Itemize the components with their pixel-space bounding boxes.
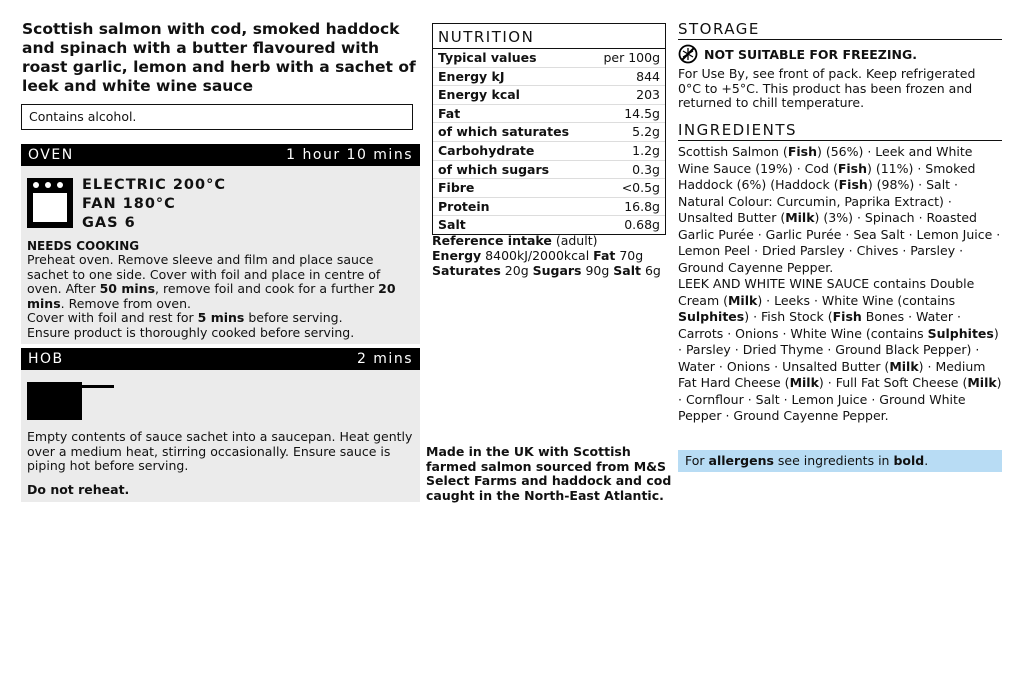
- nutrition-value: 0.3g: [632, 161, 660, 177]
- allergen-ingredient: Fish: [837, 160, 867, 176]
- hob-label: HOB: [28, 351, 64, 367]
- nutrition-row: [433, 49, 665, 67]
- oven-instr-part: Preheat oven. Remove sleeve and film and place sauce sachet to one side. Cover with foil and place in centre of oven. After: [27, 252, 381, 297]
- ingredient-text: LEEK AND WHITE WINE SAUCE contains Double Cream (: [678, 276, 975, 308]
- ref-sat-label: Saturates: [432, 263, 501, 278]
- nutrition-table: [432, 23, 666, 235]
- alcohol-note: Contains alcohol.: [21, 104, 413, 130]
- ref-energy-label: Energy: [432, 248, 482, 263]
- no-reheat: Do not reheat.: [27, 482, 130, 497]
- oven-temp-fan: FAN 180°C: [82, 196, 176, 212]
- allergen-ingredient: Milk: [889, 358, 919, 374]
- nutrition-label: Fibre: [438, 180, 475, 196]
- oven-temp-gas: GAS 6: [82, 215, 136, 231]
- ingredient-text: ) · Cornflour · Salt · Lemon Juice · Ground White Pepper · Ground Cayenne Pepper.: [678, 375, 1002, 423]
- nutrition-row: [433, 141, 665, 160]
- storage-text: For Use By, see front of pack. Keep refrigerated 0°C to +5°C. This product has been frozen and returned to chill temperature.: [678, 66, 976, 111]
- ingredients-list: [678, 144, 1002, 425]
- nutrition-row: [433, 197, 665, 216]
- oven-instr-part: . Remove from oven.: [60, 295, 191, 311]
- nutrition-value: per 100g: [603, 50, 660, 65]
- nutrition-value: 1.2g: [632, 142, 660, 158]
- nutrition-label: Salt: [438, 217, 466, 233]
- nutrition-label: Energy kcal: [438, 87, 520, 103]
- product-title: Scottish salmon with cod, smoked haddock and spinach with a butter flavoured with roast garlic, lemon and herb with a sachet of leek and white wine sauce: [22, 20, 416, 95]
- nutrition-row: [433, 104, 665, 123]
- allergen-ingredient: Fish: [832, 309, 862, 324]
- ref-label: Reference intake: [432, 233, 552, 248]
- needs-cooking: NEEDS COOKING: [27, 239, 140, 253]
- allergen-ingredient: Milk: [789, 375, 819, 390]
- nutrition-label: Fat: [438, 105, 461, 121]
- ingredient-text: ) · Leeks · White Wine (contains: [757, 292, 956, 308]
- allergen-bold: bold: [893, 453, 925, 468]
- oven-instr-part: Ensure product is thoroughly cooked before serving.: [27, 324, 355, 340]
- ingredient-text: ) · Parsley · Dried Thyme · Ground Black Pepper) · Water · Onions · Unsalted Butter (: [678, 325, 999, 374]
- ingredients-title: INGREDIENTS: [678, 120, 1002, 141]
- allergen-ingredient: Sulphites: [678, 309, 745, 324]
- nutrition-label: Typical values: [438, 50, 537, 65]
- allergen-ingredient: Fish: [838, 177, 868, 192]
- origin-statement: Made in the UK with Scottish farmed salmon sourced from M&S Select Farms and haddock and cod caught in the North-East Atlantic.: [426, 444, 672, 503]
- reference-intake: [432, 233, 668, 278]
- nutrition-row: [433, 67, 665, 86]
- ingredients-sauce: [678, 276, 1002, 425]
- oven-instr-bold: 20 mins: [27, 281, 396, 311]
- nutrition-row: [433, 178, 665, 197]
- ref-energy: 8400kJ/2000kcal: [481, 248, 594, 263]
- allergen-ingredient: Milk: [785, 210, 815, 225]
- nutrition-value: 0.68g: [624, 217, 660, 233]
- oven-instr-bold: 50 mins: [99, 281, 156, 297]
- nutrition-label: Protein: [438, 198, 490, 214]
- nutrition-row: [433, 85, 665, 104]
- allergen-bold: allergens: [708, 453, 774, 468]
- allergen-ingredient: Milk: [967, 375, 997, 390]
- oven-panel: [21, 166, 420, 344]
- ref-salt-label: Salt: [613, 263, 641, 278]
- nutrition-row: [433, 215, 665, 234]
- nutrition-title: NUTRITION: [433, 24, 665, 49]
- saucepan-icon: [27, 382, 115, 422]
- allergen-ingredient: Milk: [727, 292, 758, 308]
- nutrition-value: 203: [636, 87, 660, 103]
- ref-fat-label: Fat: [593, 248, 616, 263]
- hob-instructions: Empty contents of sauce sachet into a saucepan. Heat gently over a medium heat, stirring occasionally. Ensure sauce is piping hot before serving.: [27, 429, 413, 474]
- ref-fat: 70g: [615, 248, 644, 263]
- allergen-ingredient: Sulphites: [927, 325, 994, 341]
- storage-title: STORAGE: [678, 19, 1002, 40]
- freezing-text: NOT SUITABLE FOR FREEZING.: [704, 46, 917, 62]
- nutrition-label: of which sugars: [438, 161, 550, 177]
- ingredient-text: ) (3%) · Spinach · Roasted Garlic Purée · Garlic Purée · Sea Salt · Lemon Juice · Lemon Peel · Dried Parsley · Chives · Parsley · Ground Cayenne Pepper.: [678, 210, 1001, 275]
- allergen-note: [678, 450, 1002, 472]
- ingredient-text: ) · Medium Fat Hard Cheese (: [678, 358, 986, 390]
- allergen-ingredient: Fish: [787, 144, 817, 159]
- ingredient-text: ) (98%) · Salt · Natural Colour: Curcumin, Paprika Extract) · Unsalted Butter (: [678, 177, 959, 225]
- allergen-text: .: [924, 453, 929, 468]
- hob-bar: [21, 348, 420, 370]
- nutrition-value: 5.2g: [632, 124, 660, 140]
- ingredient-text: ) · Fish Stock (: [744, 309, 833, 324]
- nutrition-rows: [433, 49, 665, 234]
- ref-sugars: 90g: [581, 263, 614, 278]
- ref-adult: (adult): [551, 233, 598, 248]
- oven-instr-part: Cover with foil and rest for: [27, 310, 198, 326]
- ref-sugars-label: Sugars: [532, 263, 582, 278]
- freezing-warning: [678, 44, 1002, 64]
- hob-panel: [21, 370, 420, 502]
- ingredients-main: [678, 144, 1002, 276]
- oven-temp-electric: ELECTRIC 200°C: [82, 177, 226, 193]
- nutrition-row: [433, 160, 665, 179]
- nutrition-value: 14.5g: [624, 105, 660, 121]
- oven-instr-part: before serving.: [244, 310, 343, 326]
- nutrition-value: 844: [636, 68, 660, 84]
- ingredient-text: ) · Full Fat Soft Cheese (: [818, 375, 968, 390]
- allergen-text: see ingredients in: [773, 453, 894, 468]
- nutrition-value: <0.5g: [621, 180, 660, 196]
- oven-instr-part: , remove foil and cook for a further: [155, 281, 379, 297]
- ingredient-text: Scottish Salmon (: [678, 144, 788, 159]
- hob-time: 2 mins: [356, 351, 413, 367]
- ref-sat: 20g: [500, 263, 533, 278]
- oven-time: 1 hour 10 mins: [286, 147, 413, 163]
- oven-bar: [21, 144, 420, 166]
- nutrition-value: 16.8g: [624, 198, 660, 214]
- oven-temperatures: [82, 176, 226, 233]
- no-freeze-icon: [678, 44, 698, 64]
- ingredient-text: ) (56%) · Leek and White Wine Sauce (19%) · Cod (: [678, 144, 973, 176]
- nutrition-label: Carbohydrate: [438, 142, 535, 158]
- oven-instructions: [27, 253, 415, 341]
- ingredient-text: Bones · Water · Carrots · Onions · White Wine (contains: [678, 309, 961, 341]
- oven-icon: [27, 178, 73, 228]
- ingredient-text: ) (11%) · Smoked Haddock (6%) (Haddock (: [678, 160, 976, 192]
- nutrition-label: Energy kJ: [438, 68, 505, 84]
- nutrition-row: [433, 122, 665, 141]
- ref-salt: 6g: [641, 263, 661, 278]
- allergen-text: For: [685, 453, 709, 468]
- oven-label: OVEN: [28, 147, 74, 163]
- oven-instr-bold: 5 mins: [197, 310, 245, 326]
- nutrition-label: of which saturates: [438, 124, 570, 140]
